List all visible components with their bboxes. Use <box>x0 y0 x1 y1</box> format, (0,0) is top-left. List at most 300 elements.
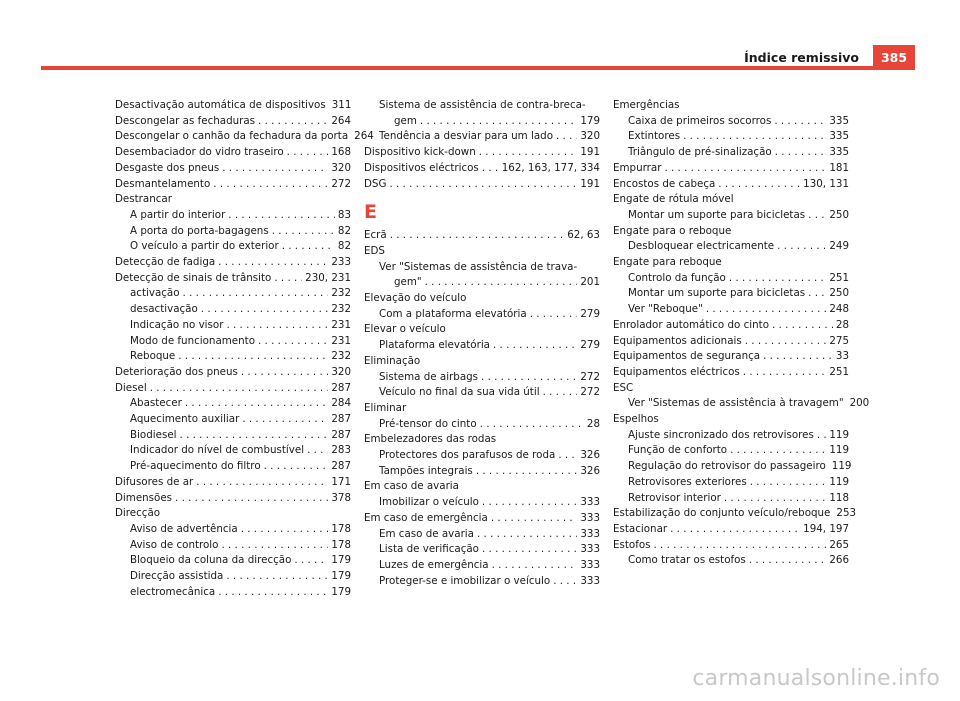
page-ref: 279 <box>580 307 600 320</box>
entry-row <box>379 307 600 323</box>
entry-row <box>364 322 600 338</box>
entry-text: Descongelar o canhão da fechadura da porta <box>115 130 349 143</box>
entry-row <box>130 569 351 585</box>
index-entry <box>613 177 849 193</box>
index-subentry <box>115 428 351 444</box>
entry-row <box>364 145 600 161</box>
leader-dots <box>258 334 328 350</box>
entry-text: Função de conforto <box>628 444 728 457</box>
index-entry <box>115 365 351 381</box>
leader-dots <box>294 553 328 569</box>
entry-row <box>115 177 351 193</box>
leader-dots <box>493 338 577 354</box>
entry-row <box>379 129 600 145</box>
index-subentry <box>364 129 600 145</box>
entry-row <box>130 553 351 569</box>
entry-text: Empurrar <box>613 161 662 174</box>
page-ref: 311 <box>331 99 352 111</box>
entry-text: Ajuste sincronizado dos retrovisores <box>628 428 814 441</box>
leader-dots <box>226 569 328 585</box>
page-ref: 320 <box>331 365 351 378</box>
leader-dots <box>817 428 826 444</box>
entry-text: Biodiesel <box>130 428 177 441</box>
entry-text: Proteger-se e imobilizar o veículo <box>379 574 551 587</box>
index-entry <box>364 432 600 448</box>
page-ref: 250 <box>829 208 849 221</box>
page-ref: 179 <box>331 554 351 567</box>
page-ref: 333 <box>580 574 600 587</box>
index-subentry <box>115 286 351 302</box>
entry-text: Veículo no final da sua vida útil <box>379 386 540 399</box>
index-entry <box>115 491 351 507</box>
page-ref: 171 <box>331 475 351 488</box>
page-ref: 232 <box>331 350 351 363</box>
index-entry <box>364 161 600 177</box>
entry-row <box>379 558 600 574</box>
page-ref: 272 <box>580 386 600 399</box>
leader-dots <box>282 239 335 255</box>
leader-dots <box>242 412 328 428</box>
page-ref: 28 <box>835 318 849 331</box>
index-subentry <box>364 542 600 558</box>
leader-dots <box>750 475 827 491</box>
leader-dots <box>150 381 329 397</box>
leader-dots <box>730 443 826 459</box>
page-ref: 333 <box>580 543 600 556</box>
entry-row <box>130 286 351 302</box>
leader-dots <box>241 365 328 381</box>
index-subentry <box>115 538 351 554</box>
page-ref: 179 <box>580 114 600 127</box>
entry-text: Engate para o reboque <box>613 224 732 237</box>
leader-dots <box>185 396 328 412</box>
entry-row <box>628 428 849 444</box>
leader-dots <box>492 558 578 574</box>
entry-row <box>613 224 849 240</box>
index-subentry <box>364 448 600 464</box>
entry-row <box>130 239 351 255</box>
leader-dots <box>724 491 826 507</box>
entry-row <box>115 161 351 177</box>
entry-row <box>115 129 374 145</box>
leader-dots <box>482 495 577 511</box>
leader-dots <box>201 302 329 318</box>
leader-dots <box>420 114 577 130</box>
page-ref: 119 <box>831 460 852 473</box>
entry-row <box>364 177 600 193</box>
entry-text: Caixa de primeiros socorros <box>628 114 772 127</box>
entry-text: Desactivação automática de dispositivos <box>115 99 326 111</box>
page-ref: 275 <box>829 334 849 347</box>
index-column-3 <box>613 98 870 569</box>
entry-row <box>379 338 600 354</box>
entry-text: Retrovisor interior <box>628 491 721 504</box>
entry-row <box>628 286 849 302</box>
page-ref: 248 <box>829 303 849 316</box>
entry-text: Engate para reboque <box>613 256 722 269</box>
leader-dots <box>425 275 578 291</box>
page-ref: 333 <box>580 496 600 509</box>
entry-row <box>628 271 849 287</box>
entry-text: Indicador do nível de combustível <box>130 444 305 457</box>
page-ref: 251 <box>829 365 849 378</box>
page-ref: 194, 197 <box>803 522 849 535</box>
index-subentry <box>613 553 849 569</box>
index-column-2 <box>364 98 600 589</box>
entry-text: Desgaste dos pneus <box>115 161 220 174</box>
leader-dots <box>482 161 499 177</box>
leader-dots <box>183 286 329 302</box>
entry-text: electromecânica <box>130 585 216 598</box>
entry-text: Elevar o veículo <box>364 323 446 336</box>
index-subentry <box>613 302 849 318</box>
entry-row <box>379 448 600 464</box>
leader-dots <box>287 145 329 161</box>
entry-row <box>613 98 849 114</box>
entry-text: Dispositivos eléctricos <box>364 161 479 174</box>
page-ref: 335 <box>829 130 849 143</box>
leader-dots <box>530 307 578 323</box>
entry-text: Aquecimento auxiliar <box>130 413 240 426</box>
page-ref: 130, 131 <box>803 177 849 190</box>
index-subentry <box>115 334 351 350</box>
index-entry <box>364 291 600 307</box>
page-ref: 232 <box>331 303 351 316</box>
entry-text: desactivação <box>130 303 198 316</box>
entry-text: Equipamentos adicionais <box>613 334 742 347</box>
page-ref: 233 <box>331 256 351 269</box>
page-ref: 279 <box>580 339 600 352</box>
page-ref: 320 <box>331 161 351 174</box>
page-ref: 266 <box>829 554 849 567</box>
entry-text: O veículo a partir do exterior <box>130 240 279 253</box>
page-ref: 191 <box>580 146 600 159</box>
leader-dots <box>482 542 577 558</box>
page-ref: 181 <box>829 161 849 174</box>
leader-dots <box>218 255 328 271</box>
entry-row <box>379 527 600 543</box>
leader-dots <box>745 334 827 350</box>
leader-dots <box>670 522 800 538</box>
leader-dots <box>763 349 833 365</box>
entry-text: Eliminar <box>364 401 407 414</box>
index-entry <box>115 255 351 271</box>
entry-row <box>613 349 849 365</box>
entry-text: Equipamentos eléctricos <box>613 365 740 378</box>
index-subentry <box>115 349 351 365</box>
entry-row <box>364 479 600 495</box>
entry-text: Reboque <box>130 350 176 363</box>
entry-text: Triângulo de pré-sinalização <box>628 146 772 159</box>
index-entry <box>115 161 351 177</box>
index-entry <box>613 161 849 177</box>
entry-text: Controlo da função <box>628 271 726 284</box>
entry-text: Modo de funcionamento <box>130 334 256 347</box>
entry-text: Em caso de avaria <box>364 480 459 493</box>
page-ref: 251 <box>829 271 849 284</box>
entry-text: Estabilização do conjunto veículo/reboque <box>613 507 831 520</box>
leader-dots <box>226 318 328 334</box>
index-subentry <box>613 491 849 507</box>
entry-row <box>130 585 351 601</box>
entry-text: Pré-tensor do cinto <box>379 417 477 430</box>
index-entry <box>364 479 600 495</box>
page-ref: 253 <box>836 507 857 520</box>
entry-row <box>115 98 351 114</box>
page-ref: 200 <box>849 397 870 410</box>
index-subentry <box>364 574 600 590</box>
leader-dots <box>808 208 826 224</box>
index-entry <box>364 145 600 161</box>
page-ref: 272 <box>580 370 600 383</box>
entry-text: Indicação no visor <box>130 318 224 331</box>
entry-text: Luzes de emergência <box>379 558 489 571</box>
entry-row <box>364 161 600 177</box>
index-subentry <box>115 302 351 318</box>
page-ref: 179 <box>331 585 351 598</box>
entry-row <box>613 538 849 554</box>
index-subentry <box>613 443 849 459</box>
leader-dots <box>479 145 578 161</box>
leader-dots <box>777 239 826 255</box>
leader-dots <box>307 443 328 459</box>
entry-text: Pré-aquecimento do filtro <box>130 460 261 473</box>
entry-text: Eliminação <box>364 354 421 367</box>
index-entry <box>613 192 849 208</box>
page-ref: 191 <box>580 177 600 190</box>
entry-row <box>628 396 870 412</box>
section-letter: E <box>364 201 377 224</box>
entry-row <box>130 443 351 459</box>
entry-row <box>379 275 600 291</box>
entry-row <box>115 114 351 130</box>
leader-dots <box>729 271 826 287</box>
entry-text: Extintores <box>628 130 681 143</box>
index-entry <box>115 145 351 161</box>
page-ref: 232 <box>331 287 351 300</box>
index-subentry <box>364 338 600 354</box>
entry-text: Aviso de advertência <box>130 522 238 535</box>
entry-row <box>115 145 351 161</box>
index-subentry <box>115 239 351 255</box>
index-entry <box>613 365 849 381</box>
leader-dots <box>476 464 578 480</box>
index-subentry <box>613 129 849 145</box>
leader-dots <box>222 161 328 177</box>
entry-text: Lista de verificação <box>379 543 479 556</box>
entry-text-line: Sistema de assistência de contra-breca- <box>379 99 586 111</box>
entry-row <box>364 401 600 417</box>
index-entry <box>364 401 600 417</box>
entry-row <box>115 491 351 507</box>
page-ref: 178 <box>331 522 351 535</box>
page-ref: 230, 231 <box>305 271 351 284</box>
leader-dots <box>274 271 302 287</box>
page-ref: 272 <box>331 177 351 190</box>
entry-text: Desembaciador do vidro traseiro <box>115 146 284 159</box>
entry-row <box>628 208 849 224</box>
leader-dots <box>228 208 335 224</box>
index-subentry <box>115 459 351 475</box>
entry-row <box>364 432 600 448</box>
page-ref: 378 <box>331 491 351 504</box>
entry-row <box>613 381 849 397</box>
entry-text: Plataforma elevatória <box>379 339 490 352</box>
page-ref: 287 <box>331 460 351 473</box>
entry-text: Encostos de cabeça <box>613 177 716 190</box>
entry-row <box>115 506 351 522</box>
page-ref: 118 <box>829 491 849 504</box>
index-subentry <box>364 464 600 480</box>
entry-text: Deterioração dos pneus <box>115 365 238 378</box>
index-entry <box>364 228 600 244</box>
page-ref: 62, 63 <box>567 229 600 242</box>
entry-row <box>628 553 849 569</box>
index-entry <box>613 255 849 271</box>
index-subentry <box>115 318 351 334</box>
index-entry <box>115 475 351 491</box>
leader-dots <box>213 177 328 193</box>
entry-text: Como tratar os estofos <box>628 554 746 567</box>
page-ref: 320 <box>580 130 600 143</box>
entry-text: Detecção de fadiga <box>115 256 216 269</box>
index-subentry <box>115 224 351 240</box>
index-subentry <box>364 385 600 401</box>
index-subentry <box>364 558 600 574</box>
index-column-1 <box>115 98 374 601</box>
page-ref: 33 <box>835 350 849 363</box>
entry-text: A partir do interior <box>130 208 226 221</box>
entry-row <box>115 365 351 381</box>
entry-text: Aviso de controlo <box>130 538 219 551</box>
header-rule <box>41 66 915 70</box>
entry-row <box>613 161 849 177</box>
page-ref: 250 <box>829 287 849 300</box>
index-entry <box>613 506 857 522</box>
page-ref: 284 <box>331 397 351 410</box>
entry-text: Dispositivo kick-down <box>364 146 476 159</box>
index-entry <box>115 114 351 130</box>
leader-dots <box>180 428 329 444</box>
index-entry <box>115 381 351 397</box>
entry-text: Montar um suporte para bicicletas <box>628 287 806 300</box>
leader-dots <box>221 538 328 554</box>
entry-row <box>115 475 351 491</box>
leader-dots <box>556 129 577 145</box>
page-ref: 119 <box>829 475 849 488</box>
leader-dots <box>774 114 826 130</box>
entry-row <box>628 145 849 161</box>
entry-text: EDS <box>364 244 385 257</box>
index-subentry <box>613 459 852 475</box>
entry-text: Ecrã <box>364 229 387 242</box>
page-ref: 179 <box>331 570 351 583</box>
index-subentry <box>364 495 600 511</box>
index-subentry <box>115 412 351 428</box>
entry-row <box>130 302 351 318</box>
leader-dots <box>178 349 328 365</box>
entry-text: Emergências <box>613 99 680 111</box>
index-subentry <box>115 569 351 585</box>
entry-text: ESC <box>613 381 634 394</box>
entry-row <box>364 244 600 260</box>
page-ref: 178 <box>331 538 351 551</box>
entry-text: Direcção <box>115 507 161 520</box>
index-subentry <box>115 443 351 459</box>
index-subentry <box>115 208 351 224</box>
page-ref: 326 <box>580 464 600 477</box>
entry-text: DSG <box>364 177 387 190</box>
page-ref: 287 <box>331 413 351 426</box>
leader-dots <box>808 286 826 302</box>
entry-row <box>364 291 600 307</box>
page-ref: 287 <box>331 428 351 441</box>
page-ref: 82 <box>337 224 351 237</box>
entry-text: Descongelar as fechaduras <box>115 114 256 127</box>
entry-row <box>613 522 849 538</box>
entry-text: Diesel <box>115 381 147 394</box>
leader-dots <box>258 114 328 130</box>
page-ref: 231 <box>331 318 351 331</box>
page-ref: 333 <box>580 527 600 540</box>
entry-row <box>130 428 351 444</box>
entry-text: Destrancar <box>115 193 172 206</box>
entry-row <box>130 522 351 538</box>
page-ref: 287 <box>331 381 351 394</box>
index-entry <box>364 354 600 370</box>
entry-row <box>115 381 351 397</box>
index-entry <box>613 538 849 554</box>
index-entry <box>613 522 849 538</box>
entry-row <box>379 417 600 433</box>
entry-row <box>628 239 849 255</box>
index-entry <box>613 349 849 365</box>
entry-text: Montar um suporte para bicicletas <box>628 208 806 221</box>
leader-dots <box>743 365 827 381</box>
entry-text: Difusores de ar <box>115 475 194 488</box>
leader-dots <box>543 385 578 401</box>
entry-row <box>115 192 351 208</box>
entry-row <box>613 365 849 381</box>
entry-row <box>613 318 849 334</box>
leader-dots <box>772 318 833 334</box>
entry-text: Tampões integrais <box>379 464 473 477</box>
index-subentry <box>613 428 849 444</box>
page-ref: 162, 163, 177, 334 <box>501 161 600 174</box>
index-entry <box>613 318 849 334</box>
leader-dots <box>775 145 827 161</box>
leader-dots <box>706 302 827 318</box>
index-subentry <box>613 145 849 161</box>
index-subentry <box>364 98 600 129</box>
index-subentry <box>613 114 849 130</box>
index-entry <box>613 224 849 240</box>
index-subentry <box>613 208 849 224</box>
entry-row <box>613 412 849 428</box>
index-subentry <box>613 475 849 491</box>
section-title: Índice remissivo <box>744 50 859 65</box>
entry-row <box>364 511 600 527</box>
index-subentry <box>115 585 351 601</box>
entry-text: activação <box>130 287 180 300</box>
index-subentry <box>613 396 870 412</box>
leader-dots <box>196 475 328 491</box>
leader-dots <box>558 448 577 464</box>
entry-text: Espelhos <box>613 413 659 426</box>
index-subentry <box>364 370 600 386</box>
leader-dots <box>264 459 329 475</box>
index-entry <box>613 381 849 397</box>
